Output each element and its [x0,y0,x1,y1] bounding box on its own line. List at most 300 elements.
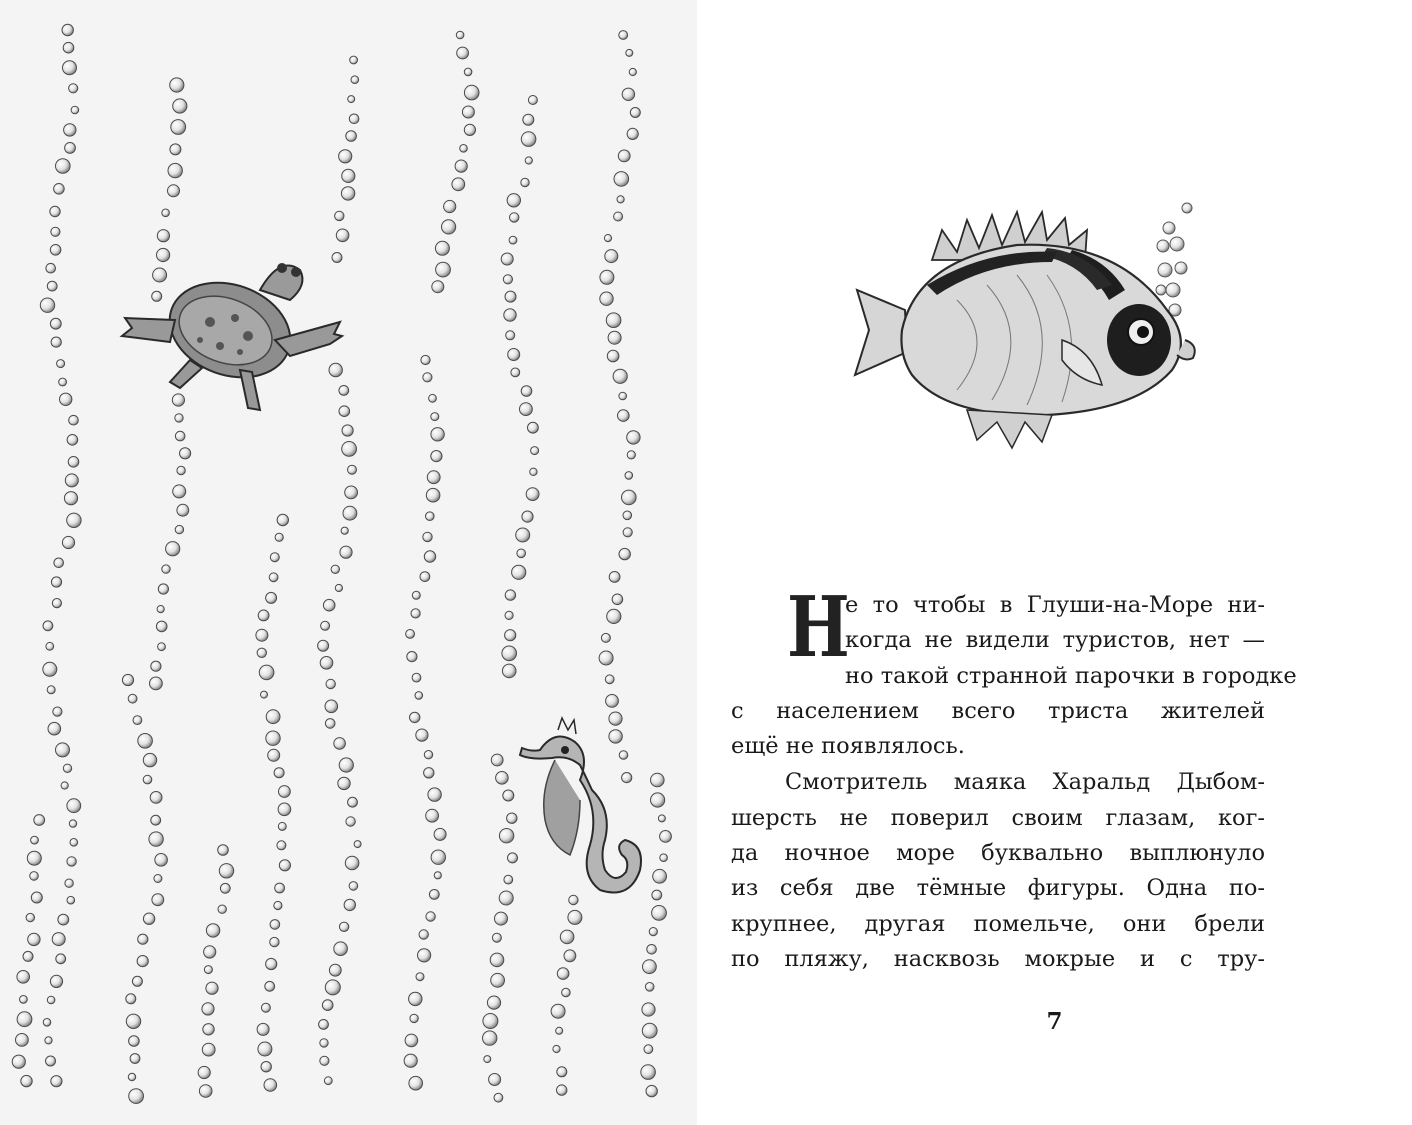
bubble [492,933,501,942]
bubble [511,368,520,377]
bubble [67,435,78,446]
bubble [551,1004,565,1018]
bubble [266,592,277,603]
bubble [644,1045,653,1054]
bubble [50,245,61,256]
bubble [428,788,441,801]
bubble [629,68,636,75]
bubble [652,906,667,921]
bubble [54,558,64,568]
bubble [504,309,516,321]
body-text [731,578,1297,977]
bubble [320,1056,329,1065]
bubble [335,211,344,220]
bubble [643,960,657,974]
bubble [346,131,357,142]
bubble [143,913,154,924]
bubble [31,836,39,844]
bubble [67,896,75,904]
bubble [614,172,629,187]
bubble [153,268,167,282]
bubble [341,187,354,200]
bubble [202,1043,215,1056]
bubble [20,996,28,1004]
bubble [349,882,358,891]
bubble [523,114,534,125]
bubble [419,930,428,939]
bubble [166,542,180,556]
text-line: ещё не появлялось. [731,733,965,760]
bubble [455,160,467,172]
bubble [23,951,33,961]
bubble [259,665,274,680]
bubble [525,157,532,164]
bubble [557,968,569,980]
text-line: когда не видели туристов, нет — [845,627,1265,654]
bubble [609,712,622,725]
bubble [409,1076,423,1090]
bubble [619,548,630,559]
bubble [51,337,61,347]
bubble [50,206,60,216]
bubble [51,577,61,587]
bubble [279,860,290,871]
bubble [266,958,277,969]
bubble [502,646,517,661]
bubble [177,466,185,474]
bubble [126,1014,140,1028]
bubble [464,124,475,135]
bubble [569,895,578,904]
bubble [63,764,71,772]
bubble [442,220,456,234]
bubble [58,914,69,925]
bubble [266,731,280,745]
bubble [150,677,163,690]
bubble [491,973,505,987]
bubble [206,924,219,937]
bubble [69,84,78,93]
bubble [460,145,468,153]
bubble [510,213,519,222]
bubble [649,928,657,936]
bubble [623,528,632,537]
bubble [426,809,439,822]
bubble [168,185,180,197]
bubble [43,662,57,676]
bubble [69,820,76,827]
bubble [157,606,164,613]
bubble [51,227,60,236]
bubble [133,716,142,725]
bubble [137,956,148,967]
bubble [71,106,79,114]
bubble [609,730,622,743]
bubble [521,132,536,147]
bubble [334,738,346,750]
bubble [407,652,417,662]
bubble [67,513,81,527]
bubble [568,910,582,924]
bubble [345,486,358,499]
bubble [325,980,340,995]
text-line: да ночное море буквально выплюнуло [731,840,1265,867]
bubble [354,841,361,848]
bubble [645,983,654,992]
bubble [627,431,640,444]
left-page-illustration [0,0,697,1125]
bubble [506,331,515,340]
bubble [564,950,576,962]
bubble [50,318,61,329]
bubble [647,945,657,955]
bubble [172,394,184,406]
bubble [334,942,348,956]
bubble [431,850,445,864]
bubble [431,428,444,441]
bubble [619,392,627,400]
bubble [340,546,352,558]
bubble [27,851,41,865]
bubble [456,31,464,39]
bubble [342,442,357,457]
bubble [31,892,42,903]
bubble [63,61,77,75]
bubble [261,1003,270,1012]
bubble [622,773,632,783]
bubble [411,609,420,618]
bubble [43,621,53,631]
bubble [270,553,279,562]
bubble [51,1076,62,1087]
bubble [16,1034,29,1047]
bubble [618,150,630,162]
bubble [48,722,61,735]
text-line: но такой странной парочки в городке [845,662,1297,689]
bubble [65,143,76,154]
bubble [269,573,278,582]
bubble [444,200,456,212]
bubble [427,471,440,484]
bubble [406,630,415,639]
bubble [57,360,65,368]
bubble [46,263,56,273]
bubble [404,1054,417,1067]
bubble [30,872,39,881]
bubble [47,996,55,1004]
bubble [261,1062,271,1072]
bubble [175,414,183,422]
bubble [325,700,338,713]
bubble [434,828,446,840]
bubble [59,378,67,386]
bubble [128,694,137,703]
bubble [175,525,183,533]
bubble [618,410,630,422]
bubble [423,532,432,541]
bubble [21,1075,32,1086]
bubble [162,565,170,573]
bubble [607,609,621,623]
bubble [329,363,342,376]
bubble [516,528,530,542]
bubble [520,403,533,416]
bubble [436,262,451,277]
bubble [613,369,627,383]
bubble [495,912,508,925]
bubble [274,901,282,909]
bubble [218,845,229,856]
bubble [278,803,291,816]
bubble [336,229,349,242]
bubble [464,68,472,76]
bubble [275,883,285,893]
bubble [342,425,353,436]
bubbles-icon [0,0,697,1125]
bubble [622,490,637,505]
bubble [63,42,74,53]
bubble [34,815,45,826]
bubble [599,651,613,665]
bubble [435,241,449,255]
bubble [431,451,442,462]
bubble [464,85,479,100]
bubble [257,1023,269,1035]
bubble [630,108,640,118]
bubble [59,393,71,405]
bubble [204,946,216,958]
bubble [416,729,428,741]
bubble [339,150,352,163]
bubble [54,184,65,195]
turtle-icon [122,263,342,410]
bubble [553,1045,560,1052]
bubble [483,1031,497,1045]
bubble [277,514,288,525]
bubble [47,281,57,291]
bubble [605,250,618,263]
text-line: из себя две тёмные фигуры. Одна по- [731,875,1265,902]
bubble [346,817,355,826]
bubble [343,506,357,520]
bubble [504,875,513,884]
bubble [416,973,424,981]
right-page [697,0,1412,1125]
bubble [499,891,513,905]
bubble [530,468,537,475]
bubble [320,1039,328,1047]
bubble [279,786,291,798]
bubble [56,954,66,964]
bubble [12,1055,25,1068]
bubble [157,248,170,261]
bubble [128,1073,135,1080]
bubble [258,610,269,621]
bubble [651,793,665,807]
bubble [173,99,187,113]
bubble [339,386,349,396]
bubble [605,675,614,684]
bubble [56,743,70,757]
bubble [67,857,76,866]
bubble [274,768,284,778]
bubble [614,212,623,221]
paragraph-2 [731,765,1265,977]
bubble [609,572,620,583]
bubble [505,630,516,641]
bubble [150,792,162,804]
bubble [490,953,504,967]
bubble [521,386,532,397]
bubble [320,657,333,670]
butterflyfish-icon [847,190,1207,470]
bubble [557,1067,567,1077]
bubble [521,178,529,186]
bubble [278,822,286,830]
bubble [409,992,422,1005]
bubble [426,512,435,521]
bubble [64,492,77,505]
bubble [489,1074,501,1086]
bubble [46,642,54,650]
bubble [206,982,218,994]
seahorse-icon [520,718,641,893]
bubble [61,782,68,789]
bubble [64,124,76,136]
bubble [143,775,152,784]
bubble [17,971,30,984]
bubble [412,591,420,599]
bubble [502,664,516,678]
bubble [151,661,161,671]
bubble [496,772,509,785]
text-line: шерсть не поверил своим глазам, ког- [731,804,1265,831]
bubble [218,905,226,913]
bubble [556,1027,563,1034]
bubble [348,465,357,474]
bubble [412,673,421,682]
bubble [138,934,148,944]
bubble [505,291,516,302]
bubble [45,1037,52,1044]
bubble [503,790,514,801]
bubble [152,894,164,906]
bubble [429,394,437,402]
bubble [429,890,439,900]
bubble [651,773,665,787]
bubble [483,1014,498,1029]
bubble [323,599,335,611]
bubble [426,912,435,921]
bubble [418,949,431,962]
bubble [642,1003,655,1016]
bubble [526,488,539,501]
bubble [660,854,668,862]
bubble [528,422,539,433]
page-number: 7 [1046,1008,1063,1035]
bubble [62,24,73,35]
bubble [322,1000,333,1011]
bubble [43,1019,51,1027]
bubble [341,527,348,534]
bubble [219,864,233,878]
bubble [325,719,335,729]
text-line: Смотритель маяка Харальд Дыбом- [785,769,1265,796]
bubble [619,31,628,40]
bubble-columns [12,24,671,1103]
bubble [619,751,628,760]
bubble [266,710,280,724]
bubble [491,754,503,766]
bubble [339,406,350,417]
bubble [339,922,348,931]
bubble [170,144,181,155]
bubble [270,920,280,930]
bubble [560,930,574,944]
bubble [318,640,329,651]
bubble [156,621,167,632]
text-line: по пляжу, насквозь мокрые и с тру- [731,945,1265,972]
bubble [421,355,430,364]
bubble [431,413,439,421]
bubble [652,890,662,900]
bubble [17,1012,32,1027]
bubble [65,879,73,887]
bubble [410,1014,418,1022]
bubble [50,975,62,987]
bubble [612,594,623,605]
bubble [40,298,54,312]
bubble [324,1077,332,1085]
bubble [129,1089,144,1104]
bubble [528,96,537,105]
bubble [258,1042,272,1056]
bubble [170,78,184,92]
bubble [162,209,170,217]
bubble [424,751,432,759]
bubble [503,275,512,284]
bubble [405,1034,418,1047]
bubble [531,447,539,455]
bubble [505,611,513,619]
bubble [345,856,359,870]
bubble [646,1085,657,1096]
bubble [329,964,341,976]
bubble [199,1085,212,1098]
bubble [423,373,432,382]
bubble [319,1020,329,1030]
bubble [175,431,185,441]
bubble [617,196,624,203]
bubble [68,457,79,468]
bubble [220,883,230,893]
bubble [152,291,162,301]
bubble [642,1023,657,1038]
bubble [268,749,280,761]
bubble [326,679,335,688]
bubble [562,988,571,997]
bubble [600,270,614,284]
bubble [509,236,517,244]
bubble [202,1003,214,1015]
bubble [47,686,55,694]
bubble [52,933,65,946]
bubble [198,1066,210,1078]
text-line: с населением всего триста жителей [731,697,1265,724]
bubble [348,96,355,103]
bubble [606,313,621,328]
bubble [344,899,355,910]
